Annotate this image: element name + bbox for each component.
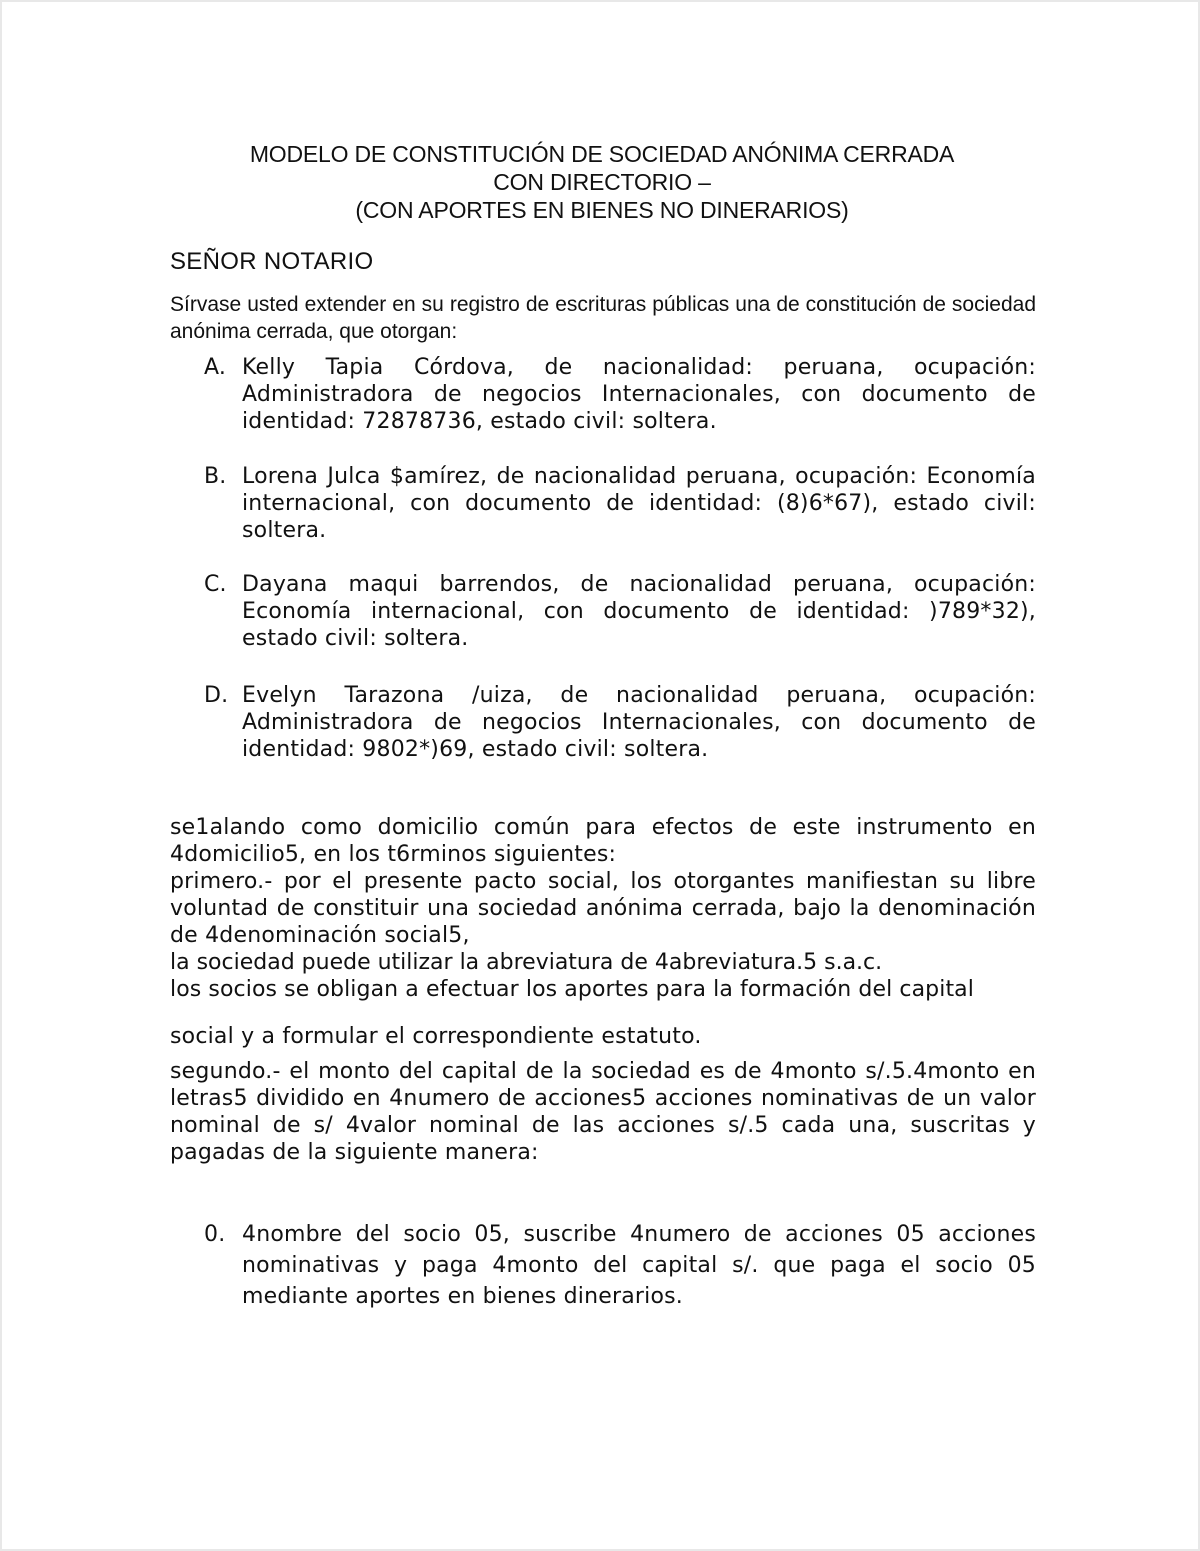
list-marker: A. bbox=[204, 355, 227, 380]
document-title bbox=[2, 140, 1200, 224]
party-item-c bbox=[204, 571, 1036, 652]
list-marker: 0. bbox=[204, 1222, 226, 1247]
party-text: Kelly Tapia Córdova, de nacionalidad: peruana, ocupación: Administradora de negocios Internacionales, con documento de identidad: 72878736, estado civil: soltera. bbox=[242, 355, 1036, 434]
subscription-text: 4nombre del socio 05, suscribe 4numero de acciones 05 acciones nominativas y paga 4monto del capital s/. que paga el socio 05 mediante aportes en bienes dinerarios. bbox=[242, 1222, 1036, 1309]
title-line-3: (CON APORTES EN BIENES NO DINERARIOS) bbox=[355, 197, 849, 223]
subscription-item bbox=[204, 1219, 1036, 1312]
list-marker: D. bbox=[204, 683, 229, 708]
socios-line-1: los socios se obligan a efectuar los aportes para la formación del capital bbox=[170, 977, 974, 1002]
socios-line-2: social y a formular el correspondiente estatuto. bbox=[170, 1024, 702, 1049]
party-item-b bbox=[204, 463, 1036, 544]
party-item-d bbox=[204, 682, 1036, 763]
clause-segundo: segundo.- el monto del capital de la sociedad es de 4monto s/.5.4monto en letras5 dividido en 4numero de acciones5 acciones nominativas de un valor nominal de s/ 4valor nominal de las acciones s/.5 cada una, suscritas y pagadas de la siguiente manera: bbox=[170, 1059, 1036, 1165]
list-marker: C. bbox=[204, 572, 227, 597]
salutation: SEÑOR NOTARIO bbox=[170, 248, 374, 275]
party-text: Evelyn Tarazona /uiza, de nacionalidad peruana, ocupación: Administradora de negocios Internacionales, con documento de identidad: 9802*)69, estado civil: soltera. bbox=[242, 683, 1036, 762]
title-line-2: CON DIRECTORIO – bbox=[493, 169, 711, 195]
domicile-paragraph: se1alando como domicilio común para efectos de este instrumento en 4domicilio5, en los t6rminos siguientes: bbox=[170, 815, 1036, 867]
intro-paragraph: Sírvase usted extender en su registro de escrituras públicas una de constitución de sociedad anónima cerrada, que otorgan: bbox=[170, 293, 1036, 343]
abbreviation-line: la sociedad puede utilizar la abreviatura de 4abreviatura.5 s.a.c. bbox=[170, 950, 883, 975]
list-marker: B. bbox=[204, 464, 227, 489]
title-line-1: MODELO DE CONSTITUCIÓN DE SOCIEDAD ANÓNIMA CERRADA bbox=[249, 141, 955, 167]
party-text: Dayana maqui barrendos, de nacionalidad peruana, ocupación: Economía internacional, con documento de identidad: )789*32), estado civil: soltera. bbox=[242, 572, 1036, 651]
clause-primero: primero.- por el presente pacto social, los otorgantes manifiestan su libre voluntad de constituir una sociedad anónima cerrada, bajo la denominación de 4denominación social5, bbox=[170, 869, 1036, 948]
party-item-a bbox=[204, 354, 1036, 435]
party-text: Lorena Julca $amírez, de nacionalidad peruana, ocupación: Economía internacional, con documento de identidad: (8)6*67), estado civil: soltera. bbox=[242, 464, 1036, 543]
